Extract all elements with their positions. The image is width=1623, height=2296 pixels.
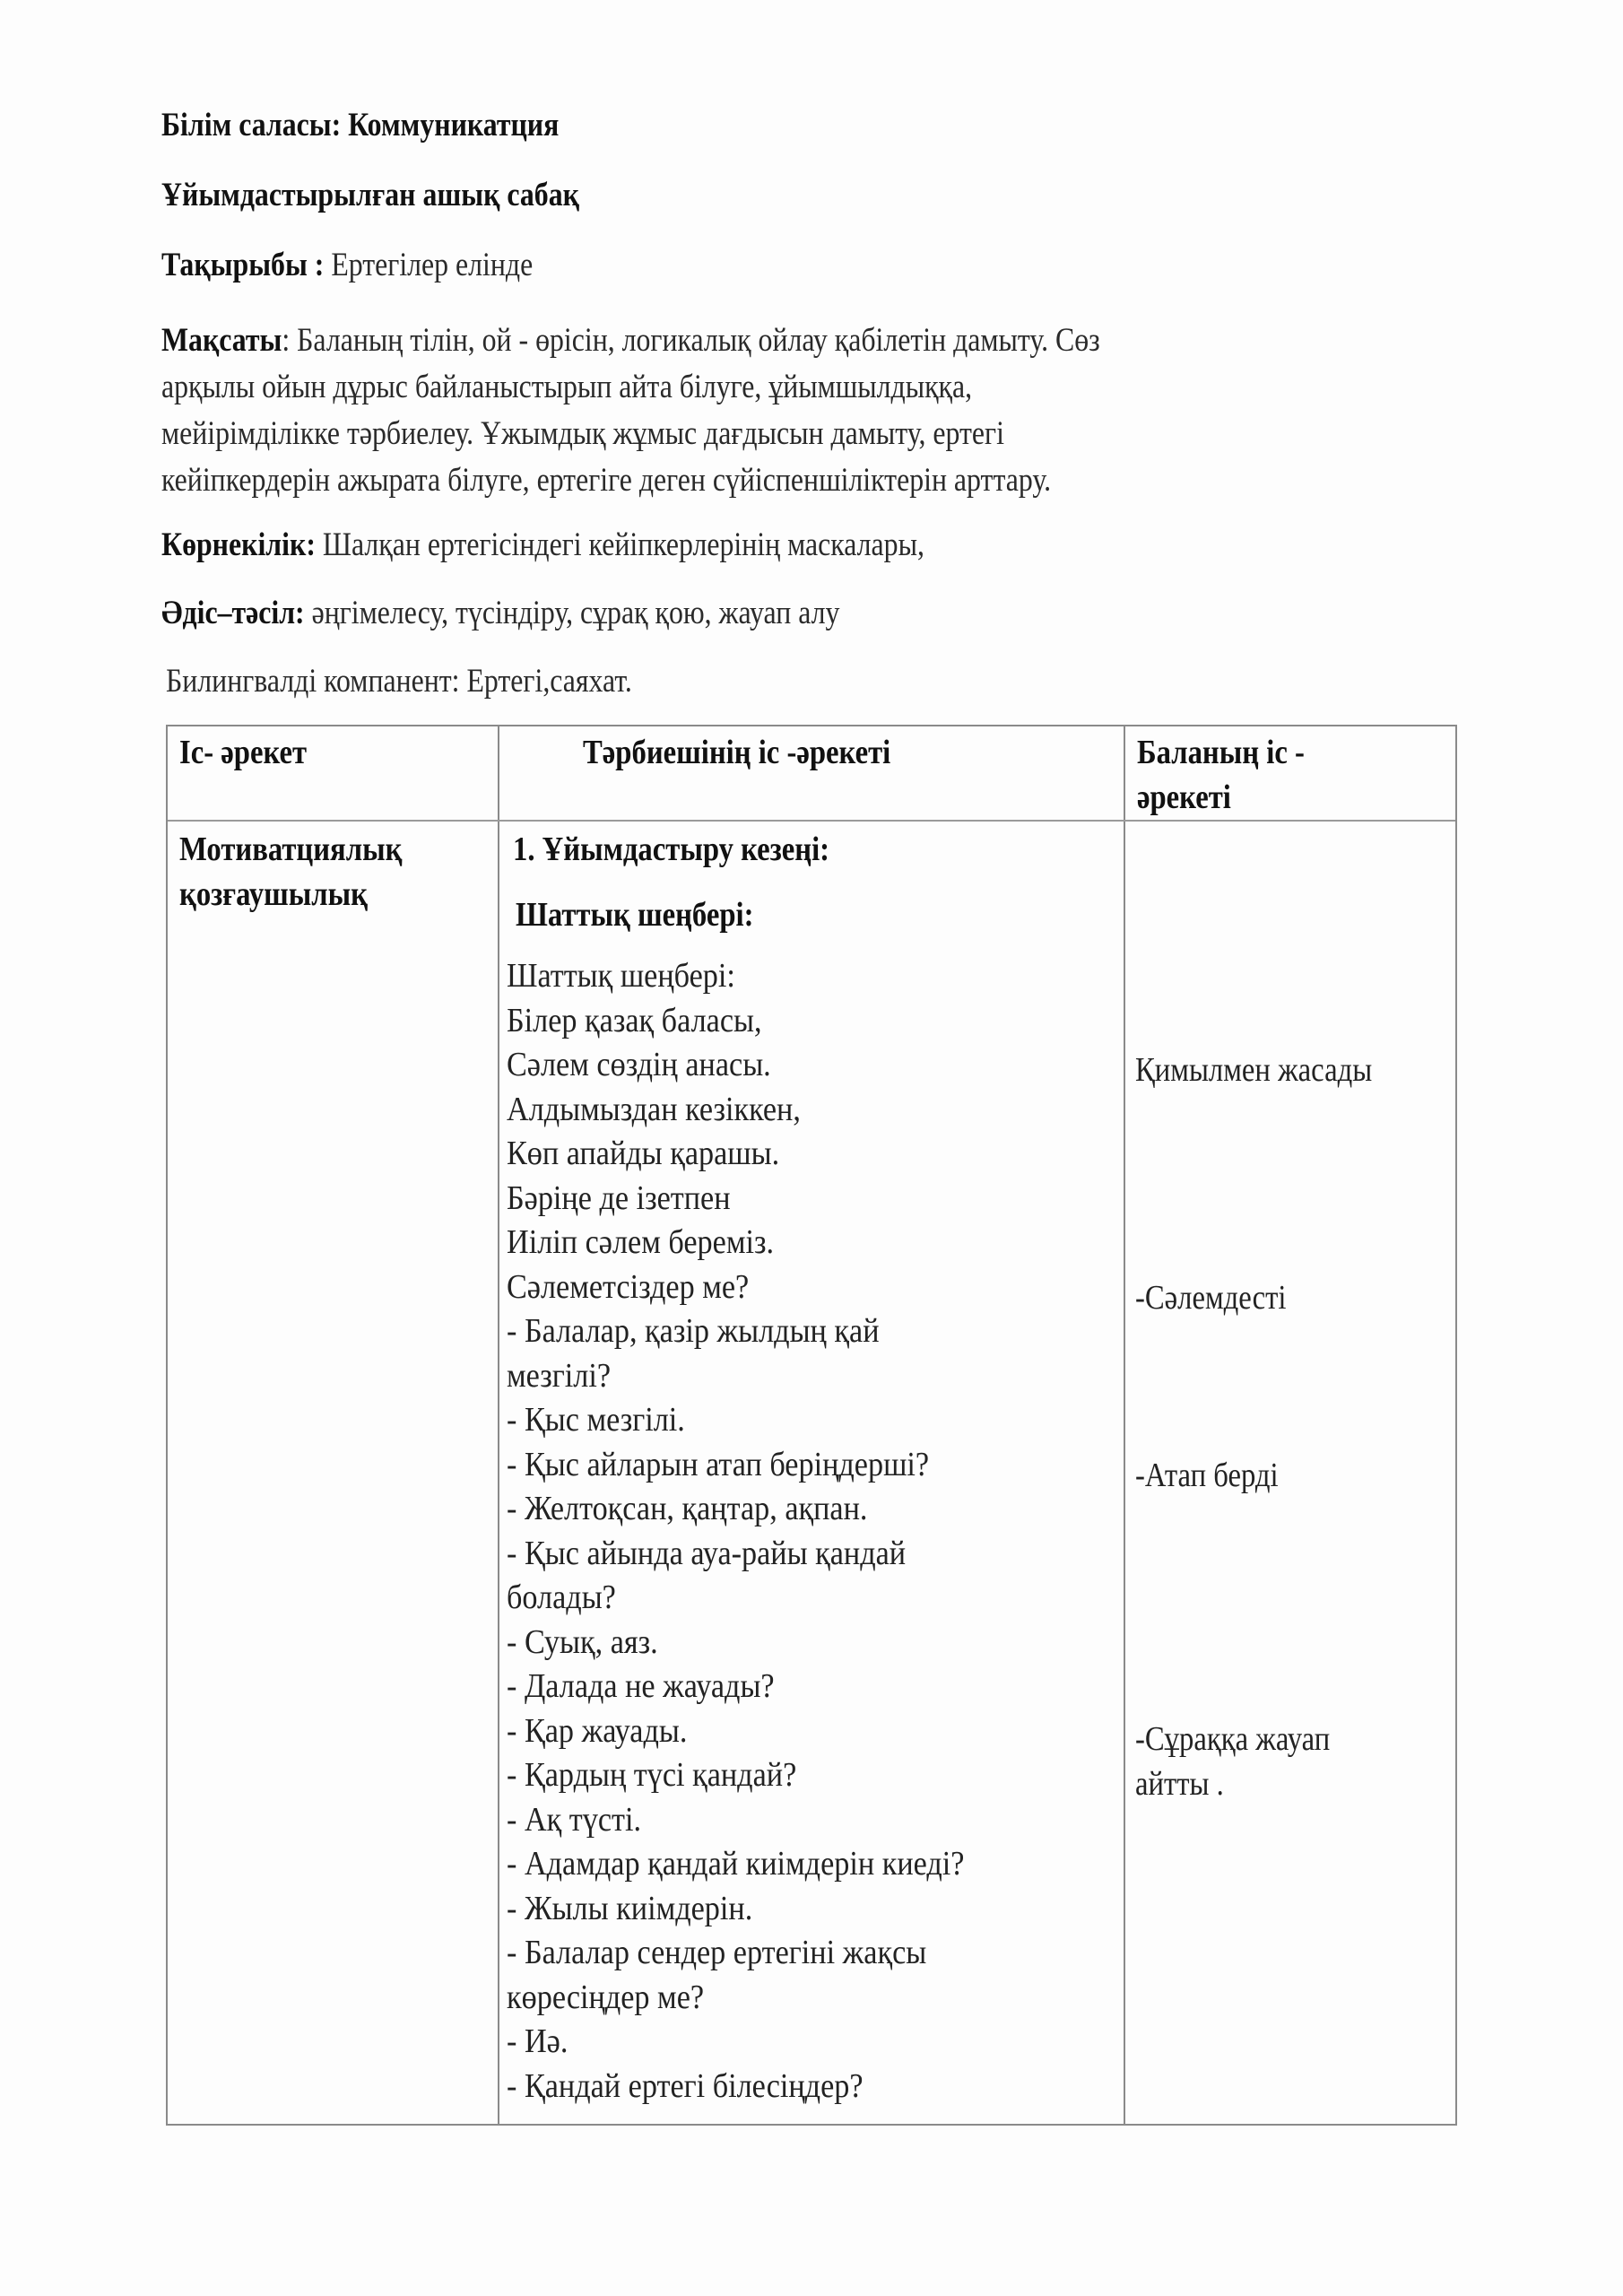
topic-label: Тақырыбы : — [161, 247, 325, 283]
step-title: 1. Ұйымдастыру кезеңі: — [513, 831, 830, 868]
stage-cell: Мотиватциялық қозғаушылық — [179, 831, 403, 913]
child-action-greeted: -Сәлемдесті — [1135, 1279, 1287, 1317]
child-action-named: -Атап берді — [1135, 1457, 1279, 1494]
dialogue-line: Көп апайды қарашы. — [507, 1135, 780, 1172]
header-row-divider — [168, 820, 1455, 822]
visuals-line — [161, 526, 924, 565]
visuals-label: Көрнекілік: — [161, 526, 316, 563]
dialogue-line: - Ақ түсті. — [507, 1800, 642, 1839]
dialogue-line: Сәлем сөздің анасы. — [507, 1046, 771, 1083]
dialogue-line: Білер қазақ баласы, — [507, 1001, 762, 1039]
goal-line-2: арқылы ойын дұрыс байланыстырып айта білуге, ұйымшылдыққа, — [161, 369, 973, 405]
dialogue-line: болады? — [507, 1578, 616, 1616]
dialogue-line: Сәлеметсіздер ме? — [507, 1267, 750, 1306]
circle-subheading: Шаттық шеңбері: — [516, 896, 754, 934]
goal-line-3: мейірімділікке тәрбиелеу. Ұжымдық жұмыс дағдысын дамыту, ертегі — [161, 415, 1004, 452]
child-action-movement: Қимылмен жасады — [1135, 1051, 1373, 1089]
dialogue-line: көресіңдер ме? — [507, 1978, 705, 2016]
dialogue-line: Бәріңе де ізетпен — [507, 1178, 731, 1217]
dialogue-line: - Суық, аяз. — [507, 1622, 658, 1661]
goal-line-4: кейіпкердерін ажырата білуге, ертегіге деген сүйіспеншіліктерін арттару. — [161, 462, 1052, 499]
child-action-answered: -Сұраққа жауап айтты . — [1135, 1720, 1331, 1803]
topic-value: Ертегілер елінде — [324, 247, 534, 283]
dialogue-line: - Қыс мезгілі. — [507, 1401, 685, 1439]
dialogue-line: - Қардың түсі қандай? — [507, 1756, 797, 1794]
dialogue-line: Иіліп сәлем береміз. — [507, 1223, 775, 1261]
dialogue-line: - Қандай ертегі білесіңдер? — [507, 2066, 864, 2105]
dialogue-line: Шаттық шеңбері: — [507, 957, 735, 995]
bilingual-line: Билингвалді компанент: Ертегі,саяхат. — [166, 663, 632, 700]
column-divider-1 — [498, 726, 499, 2124]
dialogue-line: - Иә. — [507, 2022, 568, 2060]
lesson-type-heading: Ұйымдастырылған ашық сабақ — [161, 177, 579, 213]
column-divider-2 — [1124, 726, 1125, 2124]
dialogue-line: - Қар жауады. — [507, 1711, 688, 1750]
subject-heading: Білім саласы: Коммуникатция — [161, 107, 560, 144]
methods-label: Әдіс–тәсіл: — [161, 595, 305, 631]
goal-line-1: Мақсаты: Баланың тілін, ой - өрісін, логикалық ойлау қабілетін дамыту. Сөз — [161, 322, 1100, 359]
header-col-teacher: Тәрбиешінің іс -әрекеті — [583, 734, 891, 771]
dialogue-line: - Адамдар қандай киімдерін киеді? — [507, 1845, 965, 1883]
topic-line — [161, 246, 533, 285]
methods-value: әңгімелесу, түсіндіру, сұрақ қою, жауап алу — [304, 595, 840, 631]
dialogue-line: - Қыс айларын атап беріңдерші? — [507, 1445, 930, 1483]
goal-label: Мақсаты — [161, 322, 282, 359]
dialogue-line: - Қыс айында ауа-райы қандай — [507, 1534, 907, 1572]
visuals-value: Шалқан ертегісіндегі кейіпкерлерінің маскалары, — [315, 526, 924, 563]
dialogue-line: - Желтоқсан, қаңтар, ақпан. — [507, 1490, 868, 1527]
header-col-activity: Іс- әрекет — [179, 734, 308, 771]
dialogue-line: - Далада не жауады? — [507, 1667, 775, 1705]
dialogue-line: мезгілі? — [507, 1356, 612, 1395]
dialogue-line: - Балалар сендер ертегіні жақсы — [507, 1934, 927, 1971]
methods-line — [161, 594, 839, 633]
dialogue-line: - Балалар, қазір жылдың қай — [507, 1312, 880, 1350]
dialogue-line: - Жылы киімдерін. — [507, 1889, 753, 1927]
header-col-child: Баланың іс - әрекеті — [1137, 734, 1305, 816]
dialogue-line: Алдымыздан кезіккен, — [507, 1090, 801, 1128]
goal-paragraph — [161, 317, 1503, 504]
teacher-dialogue — [507, 954, 964, 2109]
